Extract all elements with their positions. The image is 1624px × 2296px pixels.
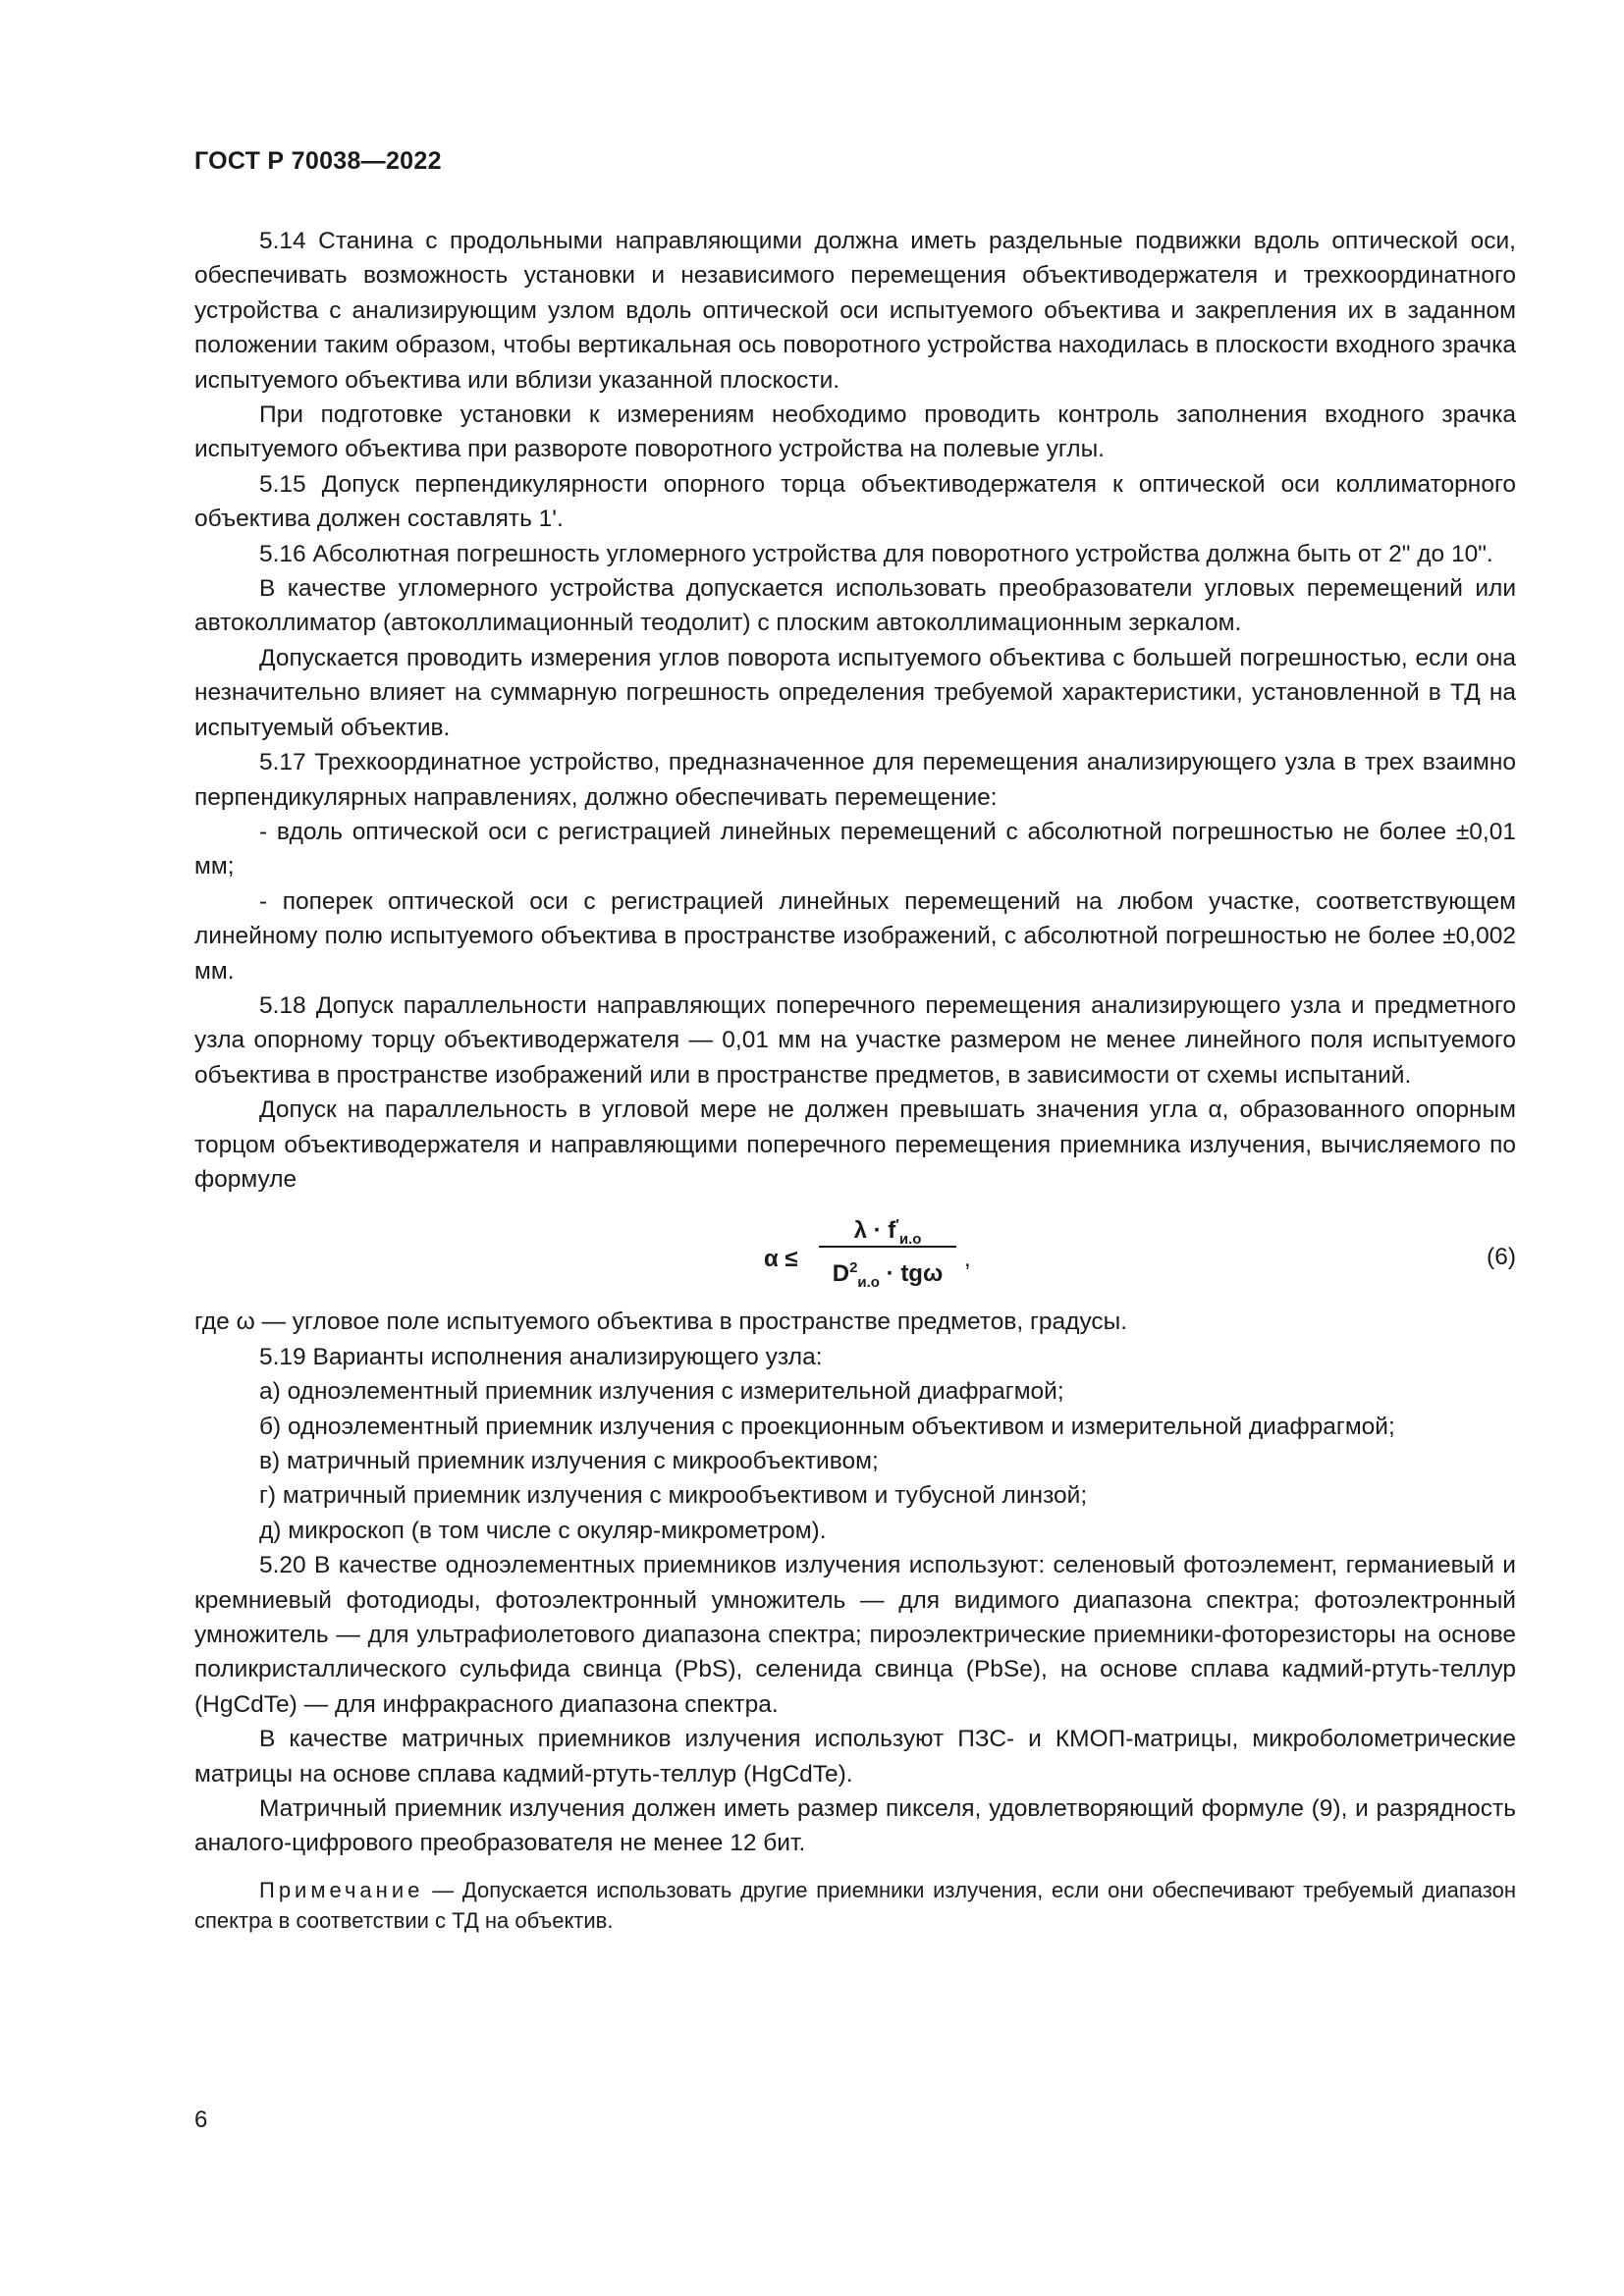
list-item: - поперек оптической оси с регистрацией линейных перемещений на любом участке, соответствующем линейному полю испытуемого объектива в пространстве изображений, с абсолютной погрешностью не более ±0,002 мм.	[194, 887, 1516, 985]
paragraph-5-14: 5.14 Станина с продольными направляющими должна иметь раздельные подвижки вдоль оптической оси, обеспечивать возможность установки и независимого перемещения объективодержателя и трехкоординатного устройства с анализирующим узлом вдоль оптической оси испытуемого объектива и закрепления их в заданном положении таким образом, чтобы вертикальная ось поворотного устройства находилась в плоскости входного зрачка испытуемого объектива или вблизи указанной плоскости.	[194, 228, 1516, 394]
page-number: 6	[194, 2107, 208, 2133]
equation-number: (6)	[1487, 1244, 1516, 1271]
formula-numerator: $\lambda \cdot f'_{и.о}$	[853, 1216, 922, 1249]
paragraph-5-16: 5.16 Абсолютная погрешность угломерного устройства для поворотного устройства должна быть от 2" до 10".	[259, 540, 1493, 567]
paragraph-5-20: 5.20 В качестве одноэлементных приемников излучения используют: селеновый фотоэлемент, германиевый и кремниевый фотодиоды, фотоэлектронный умножитель — для видимого диапазона спектра; фотоэлектронный умножитель — для ультрафиолетового диапазона спектра; пироэлектрические приемники-фоторезисторы на основе поликристаллического сульфида свинца (PbS), селенида свинца (PbSe), на основе сплава кадмий-ртуть-теллур (HgCdTe) — для инфракрасного диапазона спектра.	[194, 1552, 1516, 1718]
list-item: в) матричный приемник излучения с микрообъективом;	[259, 1448, 879, 1474]
paragraph: Матричный приемник излучения должен иметь размер пикселя, удовлетворяющий формуле (9), и разрядность аналого-цифрового преобразователя не менее 12 бит.	[194, 1795, 1516, 1857]
note	[194, 1875, 1516, 1936]
list-item: - вдоль оптической оси с регистрацией линейных перемещений с абсолютной погрешностью не более ±0,01 мм;	[194, 818, 1516, 881]
list-item: а) одноэлементный приемник излучения с измерительной диафрагмой;	[259, 1378, 1064, 1406]
paragraph: При подготовке установки к измерениям необходимо проводить контроль заполнения входного зрачка испытуемого объектива при развороте поворотного устройства на полевые углы.	[194, 401, 1516, 463]
paragraph-5-15: 5.15 Допуск перпендикулярности опорного торца объективодержателя к оптической оси коллиматорного объектива должен составлять 1'.	[194, 470, 1516, 533]
list-item: д) микроскоп (в том числе с окуляр-микрометром).	[259, 1517, 827, 1544]
page-content	[194, 224, 1516, 1957]
formula-lhs: α ≤	[764, 1246, 798, 1273]
paragraph-5-19: 5.19 Варианты исполнения анализирующего узла:	[259, 1343, 823, 1370]
paragraph: Допускается проводить измерения углов поворота испытуемого объектива с большей погрешностью, если она незначительно влияет на суммарную погрешность определения требуемой характеристики, установленной в ТД на испытуемый объектив.	[194, 644, 1516, 741]
paragraph: В качестве угломерного устройства допускается использовать преобразователи угловых перемещений или автоколлиматор (автоколлимационный теодолит) с плоским автоколлимационным зеркалом.	[194, 575, 1516, 637]
note-label: Примечание	[259, 1877, 424, 1902]
paragraph-5-18: 5.18 Допуск параллельности направляющих поперечного перемещения анализирующего узла и предметного узла опорному торцу объективодержателя — 0,01 мм на участке размером не менее линейного поля испытуемого объектива в пространстве изображений или в пространстве предметов, в зависимости от схемы испытаний.	[194, 991, 1516, 1089]
formula-denominator: $D^2_{и.о} \cdot tg\omega$	[832, 1259, 944, 1292]
formula-block	[194, 1202, 1516, 1305]
paragraph-5-17: 5.17 Трехкоординатное устройство, предназначенное для перемещения анализирующего узла в трех взаимно перпендикулярных направлениях, должно обеспечивать перемещение:	[194, 749, 1516, 811]
paragraph: В качестве матричных приемников излучения используют ПЗС- и КМОП-матрицы, микроболометрические матрицы на основе сплава кадмий-ртуть-теллур (HgCdTe).	[194, 1726, 1516, 1788]
list-item: г) матричный приемник излучения с микрообъективом и тубусной линзой;	[259, 1482, 1088, 1510]
where-line: где ω — угловое поле испытуемого объектива в пространстве предметов, градусы.	[194, 1308, 1128, 1336]
formula-fraction	[819, 1206, 956, 1292]
formula-comma: ,	[964, 1246, 971, 1273]
paragraph: Допуск на параллельность в угловой мере не должен превышать значения угла α, образованного опорным торцом объективодержателя и направляющими поперечного перемещения приемника излучения, вычисляемого по формуле	[194, 1096, 1516, 1193]
note-text: — Допускается использовать другие приемники излучения, если они обеспечивают требуемый диапазон спектра в соответствии с ТД на объектив.	[194, 1877, 1516, 1933]
document-header: ГОСТ Р 70038—2022	[194, 147, 442, 175]
list-item: б) одноэлементный приемник излучения с проекционным объективом и измерительной диафрагмой;	[259, 1413, 1395, 1440]
fraction-bar	[819, 1246, 956, 1248]
